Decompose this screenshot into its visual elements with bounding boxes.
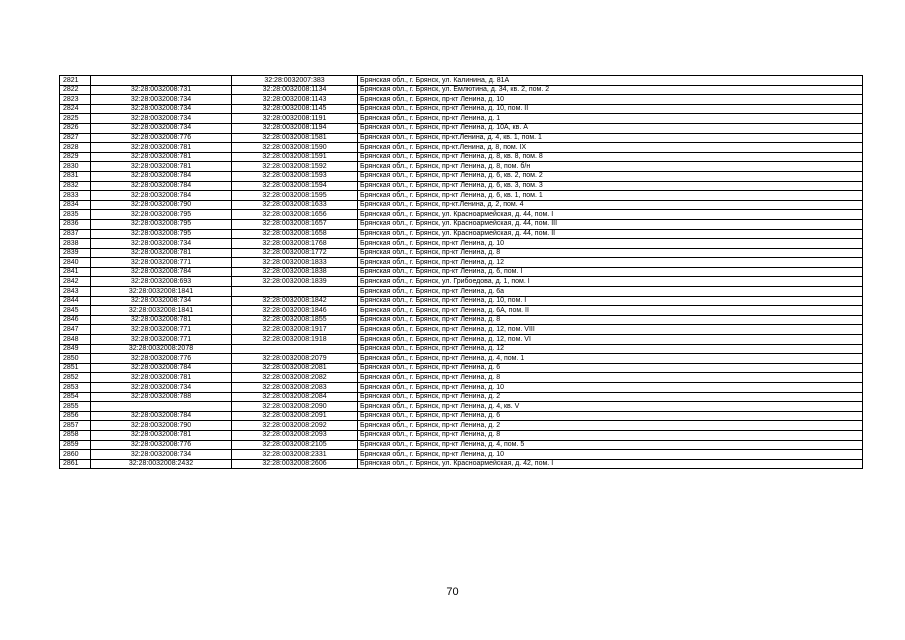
table-row [60, 392, 863, 402]
address-cell: Брянская обл., г. Брянск, ул. Красноармейская, д. 42, пом. I [358, 459, 863, 469]
cadastral-number-cell: 32:28:0032008:1768 [232, 239, 358, 249]
cadastral-number-cell: 32:28:0032008:1591 [232, 152, 358, 162]
parent-cadastral-number-cell: 32:28:0032008:788 [91, 392, 232, 402]
table-row [60, 277, 863, 287]
table-row [60, 114, 863, 124]
cadastral-number-cell: 32:28:0032008:1145 [232, 104, 358, 114]
parent-cadastral-number-cell: 32:28:0032008:795 [91, 210, 232, 220]
table-row [60, 171, 863, 181]
parent-cadastral-number-cell: 32:28:0032008:776 [91, 354, 232, 364]
table-row [60, 354, 863, 364]
row-number-cell: 2824 [60, 104, 91, 114]
parent-cadastral-number-cell: 32:28:0032008:731 [91, 85, 232, 95]
table-row [60, 143, 863, 153]
parent-cadastral-number-cell: 32:28:0032008:784 [91, 171, 232, 181]
cadastral-number-cell: 32:28:0032008:1143 [232, 95, 358, 105]
address-cell: Брянская обл., г. Брянск, пр-кт Ленина, д. 10 [358, 383, 863, 393]
address-cell: Брянская обл., г. Брянск, пр-кт Ленина, д. 8 [358, 315, 863, 325]
cadastral-number-cell: 32:28:0032008:1917 [232, 325, 358, 335]
parent-cadastral-number-cell: 32:28:0032008:784 [91, 181, 232, 191]
table-row [60, 287, 863, 297]
table-row [60, 344, 863, 354]
address-cell: Брянская обл., г. Брянск, ул. Красноармейская, д. 44, пом. III [358, 219, 863, 229]
table-row [60, 85, 863, 95]
table-row [60, 200, 863, 210]
row-number-cell: 2850 [60, 354, 91, 364]
row-number-cell: 2842 [60, 277, 91, 287]
address-cell: Брянская обл., г. Брянск, пр-кт Ленина, д. 10 [358, 95, 863, 105]
parent-cadastral-number-cell: 32:28:0032008:1841 [91, 287, 232, 297]
row-number-cell: 2825 [60, 114, 91, 124]
parent-cadastral-number-cell: 32:28:0032008:784 [91, 267, 232, 277]
address-cell: Брянская обл., г. Брянск, пр-кт Ленина, д. 8 [358, 430, 863, 440]
row-number-cell: 2829 [60, 152, 91, 162]
address-cell: Брянская обл., г. Брянск, пр-кт Ленина, д. 12, пом. VI [358, 335, 863, 345]
parent-cadastral-number-cell: 32:28:0032008:2432 [91, 459, 232, 469]
parent-cadastral-number-cell: 32:28:0032008:734 [91, 104, 232, 114]
table-row [60, 440, 863, 450]
row-number-cell: 2826 [60, 123, 91, 133]
table-row [60, 210, 863, 220]
cadastral-number-cell: 32:28:0032008:1595 [232, 191, 358, 201]
cadastral-number-cell: 32:28:0032008:1839 [232, 277, 358, 287]
parent-cadastral-number-cell: 32:28:0032008:781 [91, 373, 232, 383]
address-cell: Брянская обл., г. Брянск, пр-кт Ленина, д. 6 [358, 363, 863, 373]
table-row [60, 459, 863, 469]
table-row [60, 296, 863, 306]
parent-cadastral-number-cell: 32:28:0032008:784 [91, 411, 232, 421]
cadastral-number-cell: 32:28:0032008:2084 [232, 392, 358, 402]
address-cell: Брянская обл., г. Брянск, пр-кт Ленина, д. 2 [358, 421, 863, 431]
address-cell: Брянская обл., г. Брянск, пр-кт Ленина, д. 8 [358, 248, 863, 258]
cadastral-number-cell: 32:28:0032008:1918 [232, 335, 358, 345]
table-row [60, 219, 863, 229]
cadastral-number-cell: 32:28:0032008:1772 [232, 248, 358, 258]
table-row [60, 104, 863, 114]
row-number-cell: 2837 [60, 229, 91, 239]
address-cell: Брянская обл., г. Брянск, пр-кт Ленина, д. 4, кв. V [358, 402, 863, 412]
address-cell: Брянская обл., г. Брянск, ул. Грибоедова, д. 1, пом. I [358, 277, 863, 287]
address-cell: Брянская обл., г. Брянск, пр-кт Ленина, д. 6а [358, 287, 863, 297]
parent-cadastral-number-cell: 32:28:0032008:795 [91, 219, 232, 229]
row-number-cell: 2831 [60, 171, 91, 181]
cadastral-number-cell [232, 344, 358, 354]
cadastral-number-cell: 32:28:0032008:2082 [232, 373, 358, 383]
cadastral-number-cell: 32:28:0032008:1656 [232, 210, 358, 220]
table-row [60, 258, 863, 268]
parent-cadastral-number-cell: 32:28:0032008:781 [91, 143, 232, 153]
table-row [60, 325, 863, 335]
row-number-cell: 2857 [60, 421, 91, 431]
table-row [60, 248, 863, 258]
parent-cadastral-number-cell: 32:28:0032008:734 [91, 114, 232, 124]
cadastral-number-cell: 32:28:0032008:2090 [232, 402, 358, 412]
table-row [60, 373, 863, 383]
cadastral-number-cell: 32:28:0032008:1592 [232, 162, 358, 172]
cadastral-number-cell: 32:28:0032008:2105 [232, 440, 358, 450]
parent-cadastral-number-cell: 32:28:0032008:784 [91, 363, 232, 373]
parent-cadastral-number-cell: 32:28:0032008:734 [91, 450, 232, 460]
address-cell: Брянская обл., г. Брянск, ул. Красноармейская, д. 44, пом. I [358, 210, 863, 220]
table-row [60, 363, 863, 373]
parent-cadastral-number-cell: 32:28:0032008:776 [91, 440, 232, 450]
table-row [60, 133, 863, 143]
cadastral-number-cell: 32:28:0032008:1590 [232, 143, 358, 153]
address-cell: Брянская обл., г. Брянск, пр-кт Ленина, д. 4, пом. 1 [358, 354, 863, 364]
parent-cadastral-number-cell: 32:28:0032008:781 [91, 315, 232, 325]
parent-cadastral-number-cell: 32:28:0032008:734 [91, 296, 232, 306]
row-number-cell: 2832 [60, 181, 91, 191]
table-row [60, 383, 863, 393]
parent-cadastral-number-cell: 32:28:0032008:784 [91, 191, 232, 201]
row-number-cell: 2847 [60, 325, 91, 335]
cadastral-number-cell: 32:28:0032008:1842 [232, 296, 358, 306]
parent-cadastral-number-cell: 32:28:0032008:781 [91, 162, 232, 172]
row-number-cell: 2839 [60, 248, 91, 258]
cadastral-number-cell: 32:28:0032007:383 [232, 76, 358, 86]
parent-cadastral-number-cell: 32:28:0032008:1841 [91, 306, 232, 316]
address-cell: Брянская обл., г. Брянск, пр-кт Ленина, д. 2 [358, 392, 863, 402]
row-number-cell: 2848 [60, 335, 91, 345]
address-cell: Брянская обл., г. Брянск, пр-кт Ленина, д. 12 [358, 344, 863, 354]
cadastral-number-cell: 32:28:0032008:1581 [232, 133, 358, 143]
row-number-cell: 2854 [60, 392, 91, 402]
table-row [60, 162, 863, 172]
row-number-cell: 2841 [60, 267, 91, 277]
parent-cadastral-number-cell: 32:28:0032008:776 [91, 133, 232, 143]
parent-cadastral-number-cell [91, 76, 232, 86]
address-cell: Брянская обл., г. Брянск, пр-кт Ленина, д. 1 [358, 114, 863, 124]
row-number-cell: 2840 [60, 258, 91, 268]
parent-cadastral-number-cell: 32:28:0032008:734 [91, 383, 232, 393]
parent-cadastral-number-cell [91, 402, 232, 412]
table-row [60, 239, 863, 249]
row-number-cell: 2828 [60, 143, 91, 153]
row-number-cell: 2853 [60, 383, 91, 393]
parent-cadastral-number-cell: 32:28:0032008:790 [91, 421, 232, 431]
table-row [60, 306, 863, 316]
row-number-cell: 2859 [60, 440, 91, 450]
address-cell: Брянская обл., г. Брянск, пр-кт Ленина, д. 10, пом. II [358, 104, 863, 114]
row-number-cell: 2833 [60, 191, 91, 201]
cadastral-number-cell: 32:28:0032008:1855 [232, 315, 358, 325]
cadastral-number-cell [232, 287, 358, 297]
cadastral-number-cell: 32:28:0032008:2081 [232, 363, 358, 373]
table-row [60, 191, 863, 201]
cadastral-number-cell: 32:28:0032008:2091 [232, 411, 358, 421]
row-number-cell: 2860 [60, 450, 91, 460]
table-row [60, 430, 863, 440]
address-cell: Брянская обл., г. Брянск, пр-кт Ленина, д. 8, кв. 8, пом. 8 [358, 152, 863, 162]
cadastral-number-cell: 32:28:0032008:1593 [232, 171, 358, 181]
cadastral-number-cell: 32:28:0032008:2083 [232, 383, 358, 393]
parent-cadastral-number-cell: 32:28:0032008:795 [91, 229, 232, 239]
address-cell: Брянская обл., г. Брянск, пр-кт Ленина, д. 4, пом. 5 [358, 440, 863, 450]
parent-cadastral-number-cell: 32:28:0032008:781 [91, 248, 232, 258]
row-number-cell: 2834 [60, 200, 91, 210]
row-number-cell: 2835 [60, 210, 91, 220]
table-row [60, 335, 863, 345]
cadastral-number-cell: 32:28:0032008:2079 [232, 354, 358, 364]
address-cell: Брянская обл., г. Брянск, ул. Калинина, д. 81А [358, 76, 863, 86]
address-cell: Брянская обл., г. Брянск, пр-кт Ленина, д. 8 [358, 373, 863, 383]
parent-cadastral-number-cell: 32:28:0032008:693 [91, 277, 232, 287]
parent-cadastral-number-cell: 32:28:0032008:781 [91, 430, 232, 440]
address-cell: Брянская обл., г. Брянск, пр-кт Ленина, д. 10 [358, 450, 863, 460]
cadastral-number-cell: 32:28:0032008:1833 [232, 258, 358, 268]
row-number-cell: 2845 [60, 306, 91, 316]
row-number-cell: 2843 [60, 287, 91, 297]
table-row [60, 95, 863, 105]
row-number-cell: 2855 [60, 402, 91, 412]
table-row [60, 123, 863, 133]
address-cell: Брянская обл., г. Брянск, пр-кт.Ленина, д. 2, пом. 4 [358, 200, 863, 210]
address-cell: Брянская обл., г. Брянск, пр-кт Ленина, д. 12, пом. VIII [358, 325, 863, 335]
row-number-cell: 2852 [60, 373, 91, 383]
parent-cadastral-number-cell: 32:28:0032008:781 [91, 152, 232, 162]
table-row [60, 152, 863, 162]
address-cell: Брянская обл., г. Брянск, пр-кт Ленина, д. 6А, пом. II [358, 306, 863, 316]
table-row [60, 421, 863, 431]
address-cell: Брянская обл., г. Брянск, пр-кт.Ленина, д. 4, кв. 1, пом. 1 [358, 133, 863, 143]
table-row [60, 411, 863, 421]
row-number-cell: 2849 [60, 344, 91, 354]
address-cell: Брянская обл., г. Брянск, пр-кт Ленина, д. 6, кв. 3, пом. 3 [358, 181, 863, 191]
parent-cadastral-number-cell: 32:28:0032008:790 [91, 200, 232, 210]
row-number-cell: 2830 [60, 162, 91, 172]
row-number-cell: 2844 [60, 296, 91, 306]
cadastral-number-cell: 32:28:0032008:2093 [232, 430, 358, 440]
cadastral-number-cell: 32:28:0032008:2606 [232, 459, 358, 469]
table-body [60, 76, 863, 469]
table-row [60, 402, 863, 412]
cadastral-number-cell: 32:28:0032008:1657 [232, 219, 358, 229]
address-cell: Брянская обл., г. Брянск, пр-кт Ленина, д. 10, пом. I [358, 296, 863, 306]
parent-cadastral-number-cell: 32:28:0032008:771 [91, 325, 232, 335]
table-row [60, 450, 863, 460]
address-cell: Брянская обл., г. Брянск, пр-кт Ленина, д. 6 [358, 411, 863, 421]
row-number-cell: 2858 [60, 430, 91, 440]
cadastral-number-cell: 32:28:0032008:1191 [232, 114, 358, 124]
row-number-cell: 2822 [60, 85, 91, 95]
parent-cadastral-number-cell: 32:28:0032008:734 [91, 95, 232, 105]
row-number-cell: 2838 [60, 239, 91, 249]
address-cell: Брянская обл., г. Брянск, пр-кт Ленина, д. 8, пом. б/н [358, 162, 863, 172]
row-number-cell: 2821 [60, 76, 91, 86]
cadastral-number-cell: 32:28:0032008:2331 [232, 450, 358, 460]
address-cell: Брянская обл., г. Брянск, пр-кт Ленина, д. 6, кв. 2, пом. 2 [358, 171, 863, 181]
address-cell: Брянская обл., г. Брянск, ул. Емлютина, д. 34, кв. 2, пом. 2 [358, 85, 863, 95]
table-row [60, 267, 863, 277]
address-cell: Брянская обл., г. Брянск, пр-кт.Ленина, д. 8, пом. IX [358, 143, 863, 153]
row-number-cell: 2827 [60, 133, 91, 143]
cadastral-number-cell: 32:28:0032008:1633 [232, 200, 358, 210]
cadastral-number-cell: 32:28:0032008:1658 [232, 229, 358, 239]
address-cell: Брянская обл., г. Брянск, пр-кт Ленина, д. 12 [358, 258, 863, 268]
table-row [60, 229, 863, 239]
parent-cadastral-number-cell: 32:28:0032008:734 [91, 123, 232, 133]
page-number: 70 [446, 586, 459, 598]
cadastral-number-cell: 32:28:0032008:1594 [232, 181, 358, 191]
row-number-cell: 2861 [60, 459, 91, 469]
parent-cadastral-number-cell: 32:28:0032008:2078 [91, 344, 232, 354]
row-number-cell: 2856 [60, 411, 91, 421]
address-cell: Брянская обл., г. Брянск, пр-кт Ленина, д. 10 [358, 239, 863, 249]
parent-cadastral-number-cell: 32:28:0032008:734 [91, 239, 232, 249]
table-row [60, 181, 863, 191]
parent-cadastral-number-cell: 32:28:0032008:771 [91, 335, 232, 345]
row-number-cell: 2823 [60, 95, 91, 105]
address-cell: Брянская обл., г. Брянск, пр-кт Ленина, д. 6, пом. I [358, 267, 863, 277]
address-cell: Брянская обл., г. Брянск, пр-кт Ленина, д. 6, кв. 1, пом. 1 [358, 191, 863, 201]
cadastral-number-cell: 32:28:0032008:2092 [232, 421, 358, 431]
cadastral-number-cell: 32:28:0032008:1838 [232, 267, 358, 277]
address-cell: Брянская обл., г. Брянск, пр-кт Ленина, д. 10А, кв. А [358, 123, 863, 133]
address-cell: Брянская обл., г. Брянск, ул. Красноармейская, д. 44, пом. II [358, 229, 863, 239]
cadastral-number-cell: 32:28:0032008:1134 [232, 85, 358, 95]
cadastral-number-cell: 32:28:0032008:1194 [232, 123, 358, 133]
parent-cadastral-number-cell: 32:28:0032008:771 [91, 258, 232, 268]
row-number-cell: 2836 [60, 219, 91, 229]
table-row [60, 76, 863, 86]
row-number-cell: 2846 [60, 315, 91, 325]
row-number-cell: 2851 [60, 363, 91, 373]
table-row [60, 315, 863, 325]
cadastral-table [59, 75, 863, 469]
cadastral-number-cell: 32:28:0032008:1846 [232, 306, 358, 316]
